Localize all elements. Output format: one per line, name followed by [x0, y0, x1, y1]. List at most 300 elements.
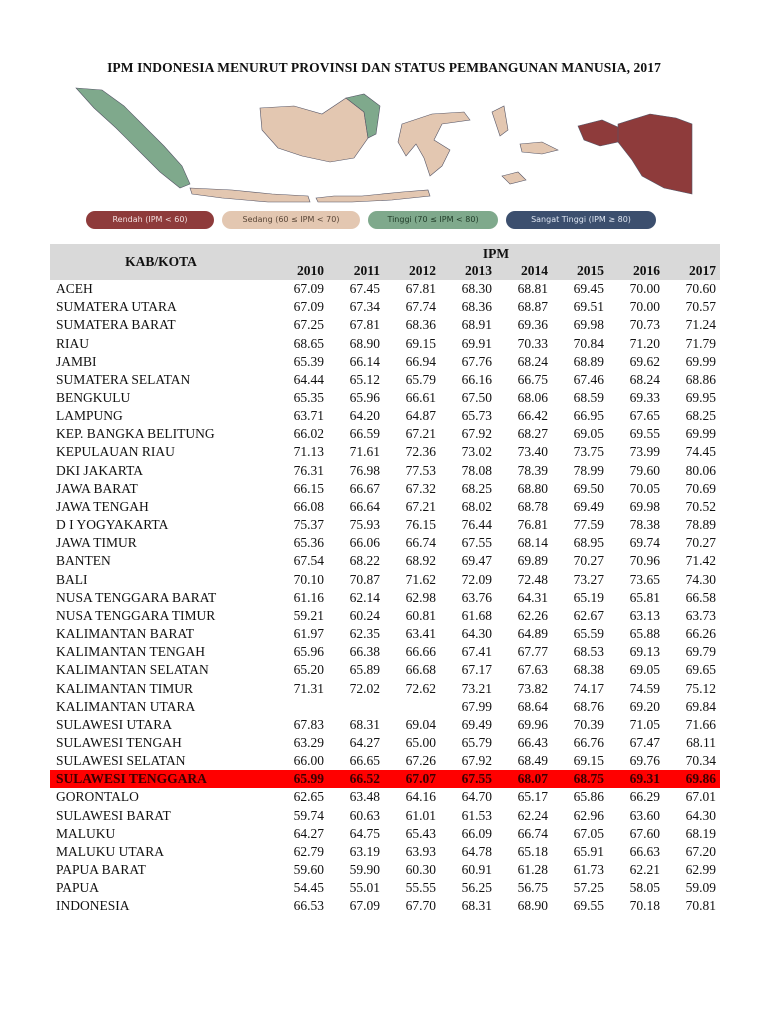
ipm-value: 71.31 [293, 680, 324, 696]
province-name: SUMATERA BARAT [56, 317, 176, 333]
map-sumatra [76, 88, 190, 188]
ipm-value: 64.30 [461, 626, 492, 642]
table-row [50, 425, 720, 443]
legend-high: Tinggi (70 ≤ IPM < 80) [368, 211, 498, 229]
ipm-value: 63.73 [685, 607, 716, 623]
ipm-value: 55.55 [405, 880, 436, 896]
ipm-value: 69.84 [685, 698, 716, 714]
header-year: 2012 [384, 262, 440, 280]
table-row [50, 661, 720, 679]
header-ipm: IPM [272, 244, 720, 262]
ipm-value: 78.89 [685, 517, 716, 533]
ipm-value: 65.39 [293, 353, 324, 369]
province-name: JAWA TENGAH [56, 498, 149, 514]
ipm-value: 65.86 [573, 789, 604, 805]
ipm-value: 69.96 [517, 716, 548, 732]
ipm-value: 64.27 [293, 825, 324, 841]
ipm-value: 68.59 [573, 390, 604, 406]
ipm-value: 63.19 [349, 843, 380, 859]
ipm-value: 68.24 [629, 371, 660, 387]
ipm-value: 57.25 [573, 880, 604, 896]
ipm-value: 77.53 [405, 462, 436, 478]
ipm-value: 66.09 [461, 825, 492, 841]
header-year: 2011 [328, 262, 384, 280]
ipm-value: 69.05 [629, 662, 660, 678]
ipm-value: 67.99 [461, 698, 492, 714]
ipm-value: 69.55 [573, 898, 604, 914]
ipm-value: 60.30 [405, 862, 436, 878]
table-row [50, 480, 720, 498]
table-row [50, 625, 720, 643]
ipm-value: 55.01 [349, 880, 380, 896]
ipm-value: 67.92 [461, 753, 492, 769]
ipm-value: 64.31 [517, 589, 548, 605]
ipm-value: 65.96 [293, 644, 324, 660]
ipm-value: 67.20 [685, 843, 716, 859]
ipm-value: 67.92 [461, 426, 492, 442]
ipm-value: 61.01 [405, 807, 436, 823]
ipm-value: 61.73 [573, 862, 604, 878]
ipm-value: 73.21 [461, 680, 492, 696]
ipm-value: 69.98 [629, 498, 660, 514]
table-row [50, 334, 720, 352]
table-row [50, 371, 720, 389]
ipm-value: 69.65 [685, 662, 716, 678]
ipm-value: 69.76 [629, 753, 660, 769]
ipm-value: 69.51 [573, 299, 604, 315]
ipm-value: 69.99 [685, 353, 716, 369]
table-row [50, 698, 720, 716]
table-row [50, 443, 720, 461]
ipm-value: 61.97 [293, 626, 324, 642]
ipm-value: 65.79 [461, 734, 492, 750]
ipm-value: 67.41 [461, 644, 492, 660]
ipm-value: 68.25 [685, 408, 716, 424]
ipm-value: 67.83 [293, 716, 324, 732]
table-header [50, 244, 720, 280]
province-name: D I YOGYAKARTA [56, 517, 169, 533]
ipm-value: 71.62 [405, 571, 436, 587]
ipm-value: 65.20 [293, 662, 324, 678]
table-row [50, 298, 720, 316]
ipm-value: 69.98 [573, 317, 604, 333]
table-row [50, 716, 720, 734]
ipm-value: 69.36 [517, 317, 548, 333]
ipm-value: 76.81 [517, 517, 548, 533]
ipm-value: 63.71 [293, 408, 324, 424]
ipm-value: 63.93 [405, 843, 436, 859]
ipm-value: 68.30 [461, 281, 492, 297]
ipm-value: 64.30 [685, 807, 716, 823]
ipm-value: 60.63 [349, 807, 380, 823]
ipm-value: 68.75 [552, 770, 608, 788]
table-row [50, 843, 720, 861]
ipm-value: 69.33 [629, 390, 660, 406]
page-title: IPM INDONESIA MENURUT PROVINSI DAN STATUS PEMBANGUNAN MANUSIA, 2017 [107, 60, 661, 75]
ipm-value: 67.74 [405, 299, 436, 315]
ipm-value: 67.34 [349, 299, 380, 315]
ipm-value: 65.36 [293, 535, 324, 551]
province-name: KALIMANTAN SELATAN [56, 662, 209, 678]
ipm-value: 66.67 [349, 480, 380, 496]
ipm-value: 62.67 [573, 607, 604, 623]
ipm-value: 59.21 [293, 607, 324, 623]
ipm-value: 69.49 [573, 498, 604, 514]
ipm-value: 61.53 [461, 807, 492, 823]
ipm-value: 65.19 [573, 589, 604, 605]
ipm-value: 66.14 [349, 353, 380, 369]
ipm-value: 69.55 [629, 426, 660, 442]
ipm-value: 67.63 [517, 662, 548, 678]
table-row [50, 462, 720, 480]
ipm-value: 70.87 [349, 571, 380, 587]
ipm-value: 72.09 [461, 571, 492, 587]
table-row [50, 879, 720, 897]
ipm-value: 59.74 [293, 807, 324, 823]
ipm-value: 62.79 [293, 843, 324, 859]
ipm-value: 67.07 [384, 770, 440, 788]
ipm-value: 68.53 [573, 644, 604, 660]
ipm-value: 67.09 [293, 281, 324, 297]
ipm-value: 65.99 [272, 770, 328, 788]
ipm-value: 72.48 [517, 571, 548, 587]
ipm-value: 67.21 [405, 498, 436, 514]
ipm-value: 71.42 [685, 553, 716, 569]
province-name: BANTEN [56, 553, 111, 569]
legend-medium: Sedang (60 ≤ IPM < 70) [222, 211, 360, 229]
header-kab-kota: KAB/KOTA [50, 244, 272, 280]
ipm-value: 73.99 [629, 444, 660, 460]
province-name: GORONTALO [56, 789, 139, 805]
ipm-value: 68.02 [461, 498, 492, 514]
ipm-value: 69.86 [664, 770, 720, 788]
ipm-value: 62.99 [685, 862, 716, 878]
ipm-value: 67.76 [461, 353, 492, 369]
ipm-value: 70.05 [629, 480, 660, 496]
ipm-value: 68.36 [405, 317, 436, 333]
ipm-value: 56.25 [461, 880, 492, 896]
ipm-value: 76.31 [293, 462, 324, 478]
ipm-value: 73.65 [629, 571, 660, 587]
ipm-value: 68.36 [461, 299, 492, 315]
table-row [50, 280, 720, 298]
indonesia-map [72, 84, 696, 206]
ipm-value: 69.99 [685, 426, 716, 442]
table-row [50, 552, 720, 570]
ipm-value: 59.90 [349, 862, 380, 878]
ipm-value: 69.15 [573, 753, 604, 769]
table-row [50, 734, 720, 752]
province-name: PAPUA [56, 880, 100, 896]
ipm-value: 66.42 [517, 408, 548, 424]
ipm-value: 65.43 [405, 825, 436, 841]
ipm-value: 69.50 [573, 480, 604, 496]
ipm-value: 70.00 [629, 281, 660, 297]
table-row [50, 589, 720, 607]
ipm-value: 76.44 [461, 517, 492, 533]
header-year: 2016 [608, 262, 664, 280]
ipm-value: 68.86 [685, 371, 716, 387]
ipm-value: 65.18 [517, 843, 548, 859]
ipm-value: 66.59 [349, 426, 380, 442]
ipm-value: 67.81 [405, 281, 436, 297]
ipm-value: 66.06 [349, 535, 380, 551]
ipm-value: 67.09 [349, 898, 380, 914]
ipm-value: 69.95 [685, 390, 716, 406]
ipm-value: 67.21 [405, 426, 436, 442]
ipm-value: 76.98 [349, 462, 380, 478]
ipm-value: 70.18 [629, 898, 660, 914]
ipm-value: 62.98 [405, 589, 436, 605]
ipm-value: 66.94 [405, 353, 436, 369]
ipm-value: 68.11 [686, 734, 716, 750]
ipm-value: 71.79 [685, 335, 716, 351]
ipm-value: 64.27 [349, 734, 380, 750]
ipm-value: 64.75 [349, 825, 380, 841]
table-row [50, 807, 720, 825]
ipm-value: 68.31 [461, 898, 492, 914]
table-row [50, 571, 720, 589]
province-name: INDONESIA [56, 898, 130, 914]
ipm-value: 68.76 [573, 698, 604, 714]
ipm-value: 74.17 [573, 680, 604, 696]
ipm-value: 67.70 [405, 898, 436, 914]
ipm-value: 71.66 [685, 716, 716, 732]
map-kalimantan [260, 98, 368, 162]
province-name: KEP. BANGKA BELITUNG [56, 426, 215, 442]
ipm-value: 69.15 [405, 335, 436, 351]
province-name: NUSA TENGGARA TIMUR [56, 607, 216, 623]
ipm-value: 66.08 [293, 498, 324, 514]
ipm-value: 65.73 [461, 408, 492, 424]
ipm-value: 68.95 [573, 535, 604, 551]
ipm-value: 66.61 [405, 390, 436, 406]
ipm-value: 68.80 [517, 480, 548, 496]
map-maluku [492, 106, 558, 184]
ipm-value: 75.12 [685, 680, 716, 696]
ipm-value: 69.79 [685, 644, 716, 660]
ipm-value: 73.82 [517, 680, 548, 696]
ipm-value: 66.38 [349, 644, 380, 660]
ipm-value: 73.27 [573, 571, 604, 587]
ipm-value: 68.92 [405, 553, 436, 569]
table-row [50, 788, 720, 806]
legend-very-high: Sangat Tinggi (IPM ≥ 80) [506, 211, 656, 229]
ipm-value: 71.13 [293, 444, 324, 460]
ipm-value: 68.07 [496, 770, 552, 788]
ipm-value: 70.34 [685, 753, 716, 769]
ipm-value: 69.13 [629, 644, 660, 660]
ipm-value: 65.59 [573, 626, 604, 642]
ipm-value: 58.05 [629, 880, 660, 896]
table-row [50, 407, 720, 425]
ipm-value: 65.96 [349, 390, 380, 406]
ipm-value: 60.81 [405, 607, 436, 623]
ipm-value: 80.06 [685, 462, 716, 478]
ipm-value: 72.36 [405, 444, 436, 460]
province-name: SUMATERA SELATAN [56, 371, 191, 387]
ipm-value: 73.40 [517, 444, 548, 460]
province-name: JAWA BARAT [56, 480, 138, 496]
ipm-value: 68.27 [517, 426, 548, 442]
ipm-value: 70.27 [573, 553, 604, 569]
ipm-value: 69.47 [461, 553, 492, 569]
province-name: DKI JAKARTA [56, 462, 143, 478]
province-name: MALUKU UTARA [56, 843, 165, 859]
ipm-value: 63.76 [461, 589, 492, 605]
ipm-value: 79.60 [629, 462, 660, 478]
table-row [50, 643, 720, 661]
ipm-value: 68.06 [517, 390, 548, 406]
ipm-value: 69.49 [461, 716, 492, 732]
ipm-value: 64.87 [405, 408, 436, 424]
province-name: KEPULAUAN RIAU [56, 444, 175, 460]
ipm-value: 70.60 [685, 281, 716, 297]
map-sulawesi [398, 112, 470, 176]
ipm-value: 66.63 [629, 843, 660, 859]
province-name: KALIMANTAN TENGAH [56, 644, 206, 660]
table-row [50, 353, 720, 371]
ipm-value [272, 698, 328, 716]
ipm-value: 78.38 [629, 517, 660, 533]
ipm-value: 61.16 [293, 589, 324, 605]
ipm-value: 67.46 [573, 371, 604, 387]
ipm-value: 64.16 [405, 789, 436, 805]
province-name: LAMPUNG [56, 408, 123, 424]
table-row [50, 498, 720, 516]
ipm-value: 69.20 [629, 698, 660, 714]
province-name: KALIMANTAN TIMUR [56, 680, 194, 696]
ipm-value: 68.64 [517, 698, 548, 714]
ipm-value: 54.45 [293, 880, 324, 896]
ipm-value: 75.93 [349, 517, 380, 533]
ipm-value: 59.09 [685, 880, 716, 896]
province-name: BENGKULU [56, 390, 131, 406]
ipm-value: 59.60 [293, 862, 324, 878]
ipm-value: 63.29 [293, 734, 324, 750]
ipm-value: 72.62 [405, 680, 436, 696]
ipm-value: 76.15 [405, 517, 436, 533]
province-name: KALIMANTAN BARAT [56, 626, 195, 642]
ipm-value: 65.17 [517, 789, 548, 805]
ipm-value: 62.35 [349, 626, 380, 642]
province-name: SUMATERA UTARA [56, 299, 177, 315]
ipm-value: 73.75 [573, 444, 604, 460]
ipm-value: 64.89 [517, 626, 548, 642]
table-row [50, 607, 720, 625]
ipm-value: 62.24 [517, 807, 548, 823]
ipm-value: 62.21 [629, 862, 660, 878]
ipm-value: 67.32 [405, 480, 436, 496]
ipm-value: 66.68 [405, 662, 436, 678]
ipm-value: 67.26 [405, 753, 436, 769]
ipm-value: 68.22 [349, 553, 380, 569]
ipm-value: 68.90 [349, 335, 380, 351]
ipm-value: 67.47 [629, 734, 660, 750]
ipm-value: 69.45 [573, 281, 604, 297]
table-row [50, 825, 720, 843]
ipm-value: 70.52 [685, 498, 716, 514]
ipm-value: 67.81 [349, 317, 380, 333]
ipm-value: 74.45 [685, 444, 716, 460]
ipm-value: 66.75 [517, 371, 548, 387]
ipm-value: 66.00 [293, 753, 324, 769]
ipm-value: 68.91 [461, 317, 492, 333]
table-row [50, 516, 720, 534]
ipm-value: 63.13 [629, 607, 660, 623]
ipm-value: 69.31 [608, 770, 664, 788]
ipm-value: 63.48 [349, 789, 380, 805]
table-row [50, 752, 720, 770]
header-year: 2010 [272, 262, 328, 280]
province-name: BALI [56, 571, 88, 587]
province-name: SULAWESI UTARA [56, 716, 172, 732]
ipm-value: 69.89 [517, 553, 548, 569]
province-name: NUSA TENGGARA BARAT [56, 589, 217, 605]
ipm-value: 60.24 [349, 607, 380, 623]
ipm-value: 67.60 [629, 825, 660, 841]
ipm-value: 73.02 [461, 444, 492, 460]
ipm-value: 63.41 [405, 626, 436, 642]
map-papua-barat [578, 120, 620, 146]
ipm-value: 67.50 [461, 390, 492, 406]
ipm-value: 71.05 [629, 716, 660, 732]
ipm-value: 75.37 [293, 517, 324, 533]
ipm-value: 74.30 [685, 571, 716, 587]
ipm-value: 78.08 [461, 462, 492, 478]
table-row [50, 861, 720, 879]
ipm-value: 66.16 [461, 371, 492, 387]
ipm-value: 68.38 [573, 662, 604, 678]
ipm-value: 61.28 [517, 862, 548, 878]
ipm-value: 66.95 [573, 408, 604, 424]
map-nusa-tenggara [316, 190, 430, 202]
ipm-value: 68.81 [517, 281, 548, 297]
ipm-value: 68.65 [293, 335, 324, 351]
province-name: SULAWESI SELATAN [56, 753, 186, 769]
ipm-value: 70.39 [573, 716, 604, 732]
ipm-value [328, 698, 384, 716]
ipm-value: 66.15 [293, 480, 324, 496]
ipm-value: 64.44 [293, 371, 324, 387]
ipm-value: 66.58 [685, 589, 716, 605]
ipm-value: 68.49 [517, 753, 548, 769]
header-year: 2017 [664, 262, 720, 280]
ipm-value: 62.14 [349, 589, 380, 605]
ipm-value: 69.91 [461, 335, 492, 351]
ipm-value: 70.96 [629, 553, 660, 569]
ipm-value: 67.25 [293, 317, 324, 333]
ipm-value: 65.91 [573, 843, 604, 859]
province-name: SULAWESI TENGGARA [50, 770, 272, 788]
ipm-value: 65.79 [405, 371, 436, 387]
ipm-value: 70.81 [685, 898, 716, 914]
ipm-value: 66.76 [573, 734, 604, 750]
ipm-value: 66.74 [517, 825, 548, 841]
ipm-value: 67.54 [293, 553, 324, 569]
ipm-value: 70.27 [685, 535, 716, 551]
ipm-value: 65.12 [349, 371, 380, 387]
ipm-value: 67.45 [349, 281, 380, 297]
ipm-value: 56.75 [517, 880, 548, 896]
province-name: RIAU [56, 335, 89, 351]
province-name: KALIMANTAN UTARA [56, 698, 196, 714]
province-name: JAMBI [56, 353, 97, 369]
province-name: ACEH [56, 281, 93, 297]
ipm-value: 67.55 [440, 770, 496, 788]
ipm-value: 62.65 [293, 789, 324, 805]
ipm-value: 68.14 [517, 535, 548, 551]
